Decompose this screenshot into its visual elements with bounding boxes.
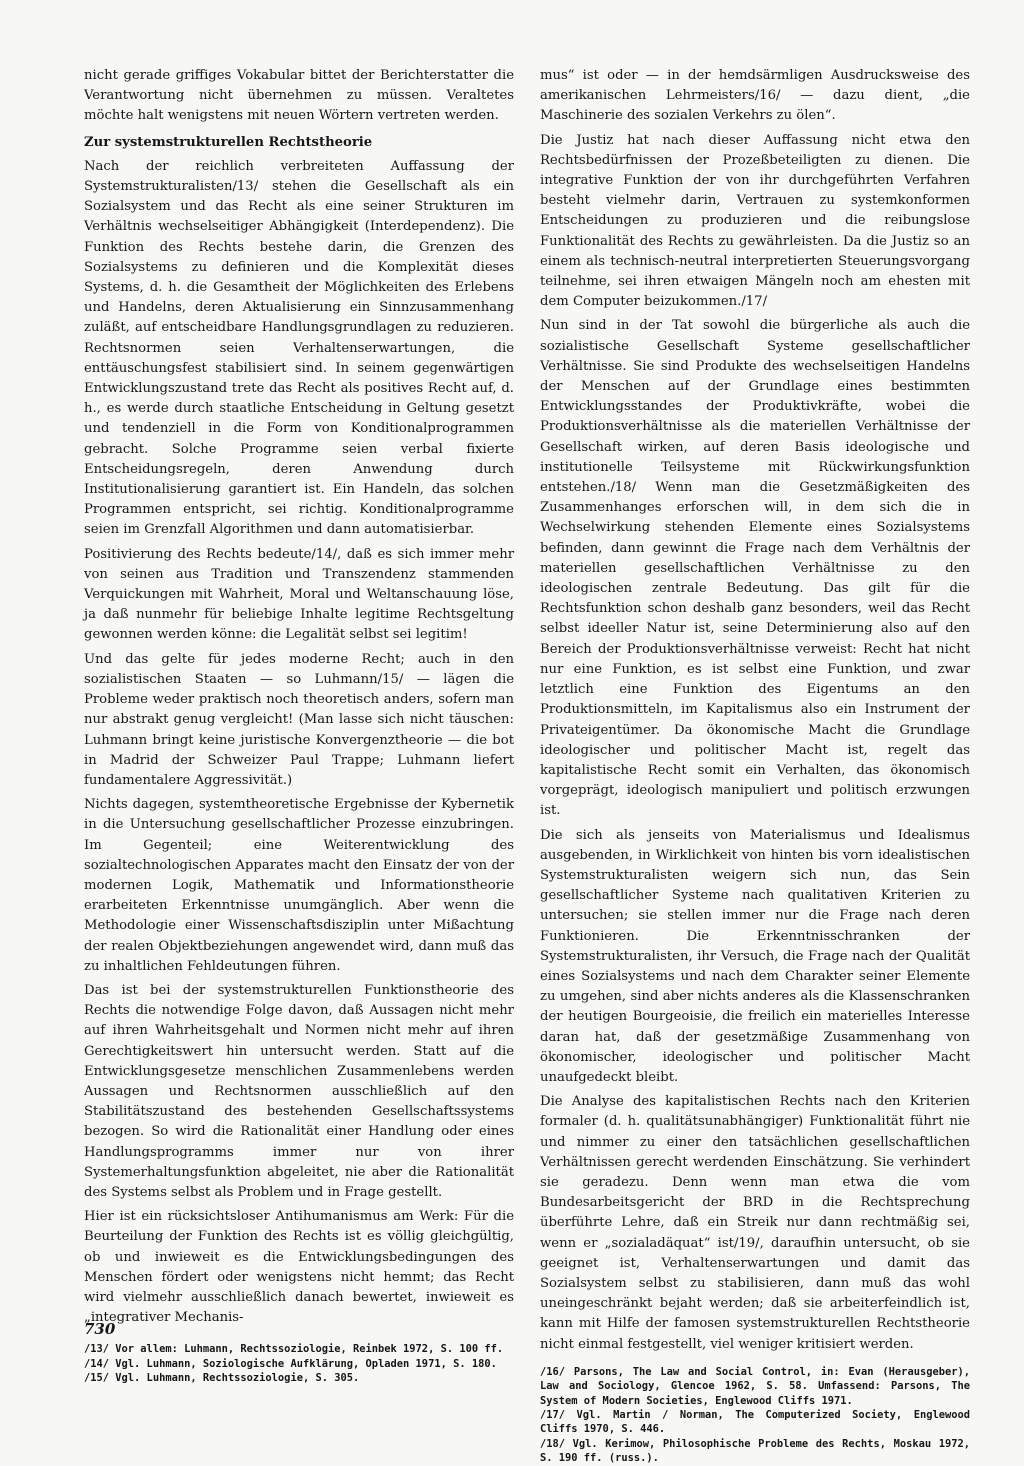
left-column bbox=[84, 66, 514, 1386]
body-paragraph: Die Justiz hat nach dieser Auffassung nicht etwa den Rechtsbedürfnissen der Prozeßbeteiligten zu dienen. Die integrative Funktion der von ihr durchgeführten Verfahren besteht vielmehr darin, Vertrauen zu systemkonformen Entscheidungen zu produzieren und die reibungslose Funktionalität des Rechts zu gewährleisten. Da die Justiz so an einem als technisch-neutral interpretierten Steuerungsvorgang teilnehme, sei ihren etwaigen Mängeln noch am ehesten mit dem Computer beizukommen./17/ bbox=[540, 132, 970, 310]
intro-paragraph: nicht gerade griffiges Vokabular bittet der Berichterstatter die Verantwortung nicht übernehmen zu müssen. Veraltetes möchte halt wenigstens mit neuen Wörtern vertreten werden. bbox=[84, 68, 514, 124]
body-paragraph: Nun sind in der Tat sowohl die bürgerliche als auch die sozialistische Gesellschaft Systeme gesellschaftlicher Verhältnisse. Sie sind Produkte des wechselseitigen Handelns der Menschen auf der Grundlage eines bestimmten Entwicklungsstandes der Produktivkräfte, wobei die Produktionsverhältnisse als die materiellen Verhältnisse der Gesellschaft wirken, auf deren Basis ideologische und institutionelle Teilsysteme mit Rückwirkungsfunktion entstehen./18/ Wenn man die Gesetzmäßigkeiten des Zusammenhanges erforschen will, in dem sich die in Wechselwirkung stehenden Elemente eines Sozialsystems befinden, dann gewinnt die Frage nach dem Verhältnis der materiellen gesellschaftlichen Verhältnisse zu den ideologischen zentrale Bedeutung. Das gilt für die Rechtsfunktion schon deshalb ganz besonders, weil das Recht selbst ideeller Natur ist, seine Determinierung also auf den Bereich der Produktionsverhältnisse verweist: Recht hat nicht nur eine Funktion, es ist selbst eine Funktion, und zwar letztlich eine Funktion des Eigentums an den Produktionsmitteln, im Kapitalismus also ein Instrument der Privateigentümer. Da ökonomische Macht die Grundlage ideologischer und politischer Macht ist, regelt das kapitalistische Recht somit ein Verhalten, das ökonomisch vorgeprägt, ideologisch manipuliert und politisch erzwungen ist. bbox=[540, 318, 970, 819]
right-column bbox=[540, 66, 970, 1466]
body-paragraph: Nichts dagegen, systemtheoretische Ergebnisse der Kybernetik in die Untersuchung gesellschaftlicher Prozesse einzubringen. Im Gegenteil; eine Weiterentwicklung des sozialtechnologischen Apparates macht den Einsatz der von der modernen Logik, Mathematik und Informationstheorie erarbeiteten Erkenntnisse unumgänglich. Aber wenn die Methodologie einer Wissenschaftsdisziplin unter Mißachtung der realen Objektbeziehungen angewendet wird, dann muß das zu inhaltlichen Fehldeutungen führen. bbox=[84, 797, 514, 974]
footnote: /17/ Vgl. Martin / Norman, The Computerized Society, Englewood Cliffs 1970, S. 446. bbox=[540, 1409, 970, 1436]
footnote: /15/ Vgl. Luhmann, Rechtssoziologie, S. 305. bbox=[84, 1372, 360, 1385]
footnote: /14/ Vgl. Luhmann, Soziologische Aufklärung, Opladen 1971, S. 180. bbox=[84, 1357, 497, 1370]
body-paragraph: Positivierung des Rechts bedeute/14/, daß es sich immer mehr von seinen aus Tradition und Transzendenz stammenden Verquickungen mit Wahrheit, Moral und Weltanschauung löse, ja daß nunmehr für beliebige Inhalte legitime Rechtsgeltung gewonnen werden könne: die Legalität selbst sei legitim! bbox=[84, 546, 514, 643]
body-paragraph: Die Analyse des kapitalistischen Rechts nach den Kriterien formaler (d. h. qualitätsunabhängiger) Funktionalität führt nie und nimmer zu einer den tatsächlichen gesellschaftlichen Verhältnissen gerecht werdenden Einschätzung. Sie verhindert sie geradezu. Denn wenn man etwa die vom Bundesarbeitsgericht der BRD in die Rechtsprechung überführte Lehre, daß ein Streik nur dann rechtmäßig sei, wenn er „sozialadäquat“ ist/19/, daraufhin untersucht, ob sie geeignet ist, Verhaltenserwartungen und damit das Sozialsystem selbst zu stabilisieren, dann muß das wohl uneingeschränkt bejaht werden; daß sie arbeiterfeindlich ist, kann mit Hilfe der famosen systemstrukturellen Rechtstheorie nicht einmal festgestellt, viel weniger kritisiert werden. bbox=[540, 1094, 970, 1352]
footnote: /13/ Vor allem: Luhmann, Rechtssoziologie, Reinbek 1972, S. 100 ff. bbox=[84, 1343, 504, 1356]
section-heading: Zur systemstrukturellen Rechtstheorie bbox=[84, 134, 373, 150]
footnote: /18/ Vgl. Kerimow, Philosophische Probleme des Rechts, Moskau 1972, S. 190 ff. (russ.). bbox=[540, 1437, 970, 1465]
body-paragraph: Nach der reichlich verbreiteten Auffassung der Systemstrukturalisten/13/ stehen die Gesellschaft als ein Sozialsystem und das Recht als eine seiner Strukturen im Verhältnis wechselseitiger Abhängigkeit (Interdependenz). Die Funktion des Rechts bestehe darin, die Grenzen des Sozialsystems zu definieren und die Komplexität dieses Systems, d. h. die Gesamtheit der Möglichkeiten des Erlebens und Handelns, deren Aktualisierung ein Sinnzusammenhang zuläßt, auf entscheidbare Handlungsgrundlagen zu reduzieren. Rechtsnormen seien Verhaltenserwartungen, die enttäuschungsfest stabilisiert sind. In seinem gegenwärtigen Entwicklungszustand trete das Recht als positives Recht auf, d. h., es werde durch staatliche Entscheidung in Geltung gesetzt und tendenziell in die Form von Konditionalprogrammen gebracht. Solche Programme seien verbal fixierte Entscheidungsregeln, deren Anwendung durch Institutionalisierung garantiert ist. Ein Handeln, das solchen Programmen entspricht, sei richtig. Konditionalprogramme seien im Grenzfall Algorithmen und dann automatisierbar. bbox=[84, 158, 514, 538]
footnotes-left bbox=[84, 1342, 514, 1385]
footnotes-right bbox=[540, 1365, 970, 1466]
body-paragraph: Und das gelte für jedes moderne Recht; auch in den sozialistischen Staaten — so Luhmann/15/ — lägen die Probleme weder praktisch noch theoretisch anders, sofern man nur abstrakt genug vergleicht! (Man lasse sich nicht täuschen: Luhmann bringt keine juristische Konvergenztheorie — die bot in Madrid der Schweizer Paul Trappe; Luhmann liefert fundamentalere Aggressivität.) bbox=[84, 651, 514, 788]
body-paragraph: mus“ ist oder — in der hemdsärmligen Ausdrucksweise des amerikanischen Lehrmeisters/16/ — dazu dient, „die Maschinerie des sozialen Verkehrs zu ölen“. bbox=[540, 68, 970, 124]
body-paragraph: Hier ist ein rücksichtsloser Antihumanismus am Werk: Für die Beurteilung der Funktion des Rechts ist es völlig gleichgültig, ob und inwieweit es die Entwicklungsbedingungen des Menschen fördert oder wenigstens nicht hemmt; das Recht wird vielmehr ausschließlich danach bewertet, inwieweit es „integrativer Mechanis- bbox=[84, 1209, 514, 1326]
footnote: /16/ Parsons, The Law and Social Control, in: Evan (Herausgeber), Law and Sociology, Glencoe 1962, S. 58. Umfassend: Parsons, The System of Modern Societies, Englewood Cliffs 1971. bbox=[540, 1365, 970, 1407]
body-paragraph: Das ist bei der systemstrukturellen Funktionstheorie des Rechts die notwendige Folge davon, daß Aussagen nicht mehr auf ihren Wahrheitsgehalt und Normen nicht mehr auf ihren Gerechtigkeitswert hin untersucht werden. Statt auf die Entwicklungsgesetze menschlichen Zusammenlebens werden Aussagen und Rechtsnormen ausschließlich auf den Stabilitätszustand des bestehenden Gesellschaftssystems bezogen. So wird die Rationalität einer Handlung oder eines Handlungsprogramms immer nur von ihrer Systemerhaltungsfunktion abgeleitet, nie aber die Rationalität des Systems selbst als Problem und in Frage gestellt. bbox=[84, 982, 514, 1200]
body-paragraph: Die sich als jenseits von Materialismus und Idealismus ausgebenden, in Wirklichkeit von hinten bis vorn idealistischen Systemstrukturalisten weigern sich nun, das Sein gesellschaftlicher Systeme nach qualitativen Kriterien zu untersuchen; sie stellen immer nur die Frage nach deren Funktionieren. Die Erkenntnisschranken der Systemstrukturalisten, ihr Versuch, die Frage nach der Qualität eines Sozialsystems und nach dem Charakter seiner Elemente zu umgehen, sind aber nichts anderes als die Klassenschranken der heutigen Bourgeoisie, die freilich ein materielles Interesse daran hat, daß der gesetzmäßige Zusammenhang von ökonomischer, ideologischer und politischer Macht unaufgedeckt bleibt. bbox=[540, 827, 970, 1085]
page-number: 730 bbox=[84, 1320, 116, 1338]
